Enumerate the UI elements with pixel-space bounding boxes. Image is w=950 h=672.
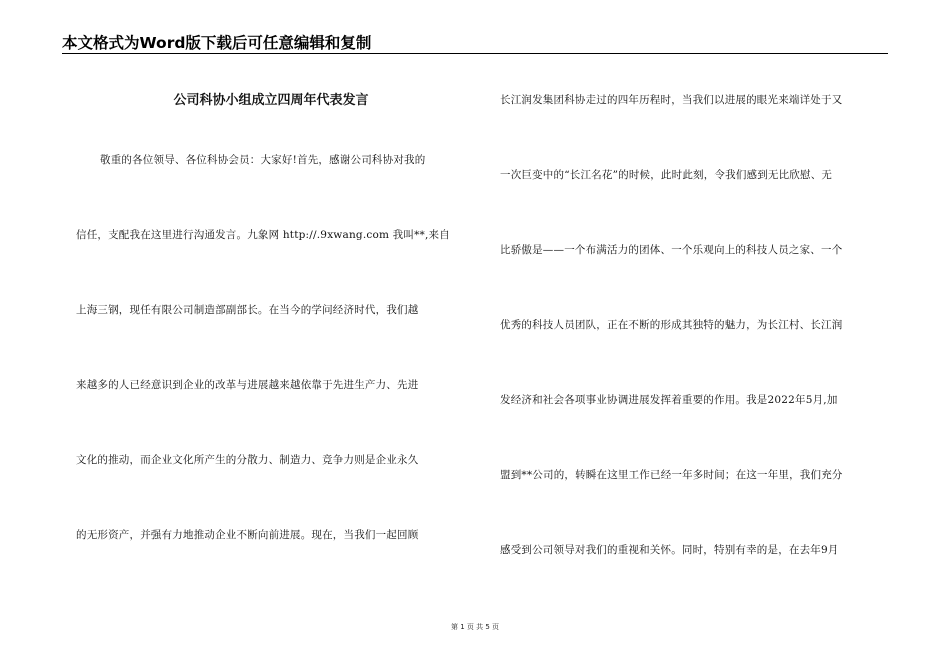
paragraph-line: 文化的推动，而企业文化所产生的分散力、制造力、竞争力则是企业永久 xyxy=(76,454,419,466)
paragraph-line: 盟到**公司的，转瞬在这里工作已经一年多时间；在这一年里，我们充分 xyxy=(500,469,843,481)
paragraph-line: 优秀的科技人员团队，正在不断的形成其独特的魅力，为长江村、长江润 xyxy=(500,319,843,331)
paragraph-line: 发经济和社会各项事业协调进展发挥着重要的作用。我是2022年5月,加 xyxy=(500,394,838,406)
paragraph-line: 的无形资产，并强有力地推动企业不断向前进展。现在，当我们一起回顾 xyxy=(76,529,419,541)
page-indicator: 第 1 页 共 5 页 xyxy=(450,623,500,631)
header-banner: 本文格式为Word版下载后可任意编辑和复制 xyxy=(62,34,372,52)
document-title: 公司科协小组成立四周年代表发言 xyxy=(173,93,369,108)
paragraph-line: 敬重的各位领导、各位科协会员：大家好!首先，感谢公司科协对我的 xyxy=(100,154,426,166)
paragraph-line: 感受到公司领导对我们的重视和关怀。同时，特别有幸的是，在去年9月 xyxy=(500,544,839,556)
paragraph-line: 来越多的人已经意识到企业的改革与进展越来越依靠于先进生产力、先进 xyxy=(76,379,419,391)
paragraph-line: 信任，支配我在这里进行沟通发言。九象网 http://.9xwang.com 我叫**,来自 xyxy=(76,229,450,241)
header-divider xyxy=(62,53,888,54)
paragraph-line: 一次巨变中的“长江名花”的时候，此时此刻，令我们感到无比欣慰、无 xyxy=(500,169,833,181)
paragraph-line: 上海三钢，现任有限公司制造部副部长。在当今的学问经济时代，我们越 xyxy=(76,304,419,316)
paragraph-line: 比骄傲是——一个布满活力的团体、一个乐观向上的科技人员之家、一个 xyxy=(500,244,843,256)
paragraph-line: 长江润发集团科协走过的四年历程时，当我们以进展的眼光来端详处于又 xyxy=(500,94,843,106)
